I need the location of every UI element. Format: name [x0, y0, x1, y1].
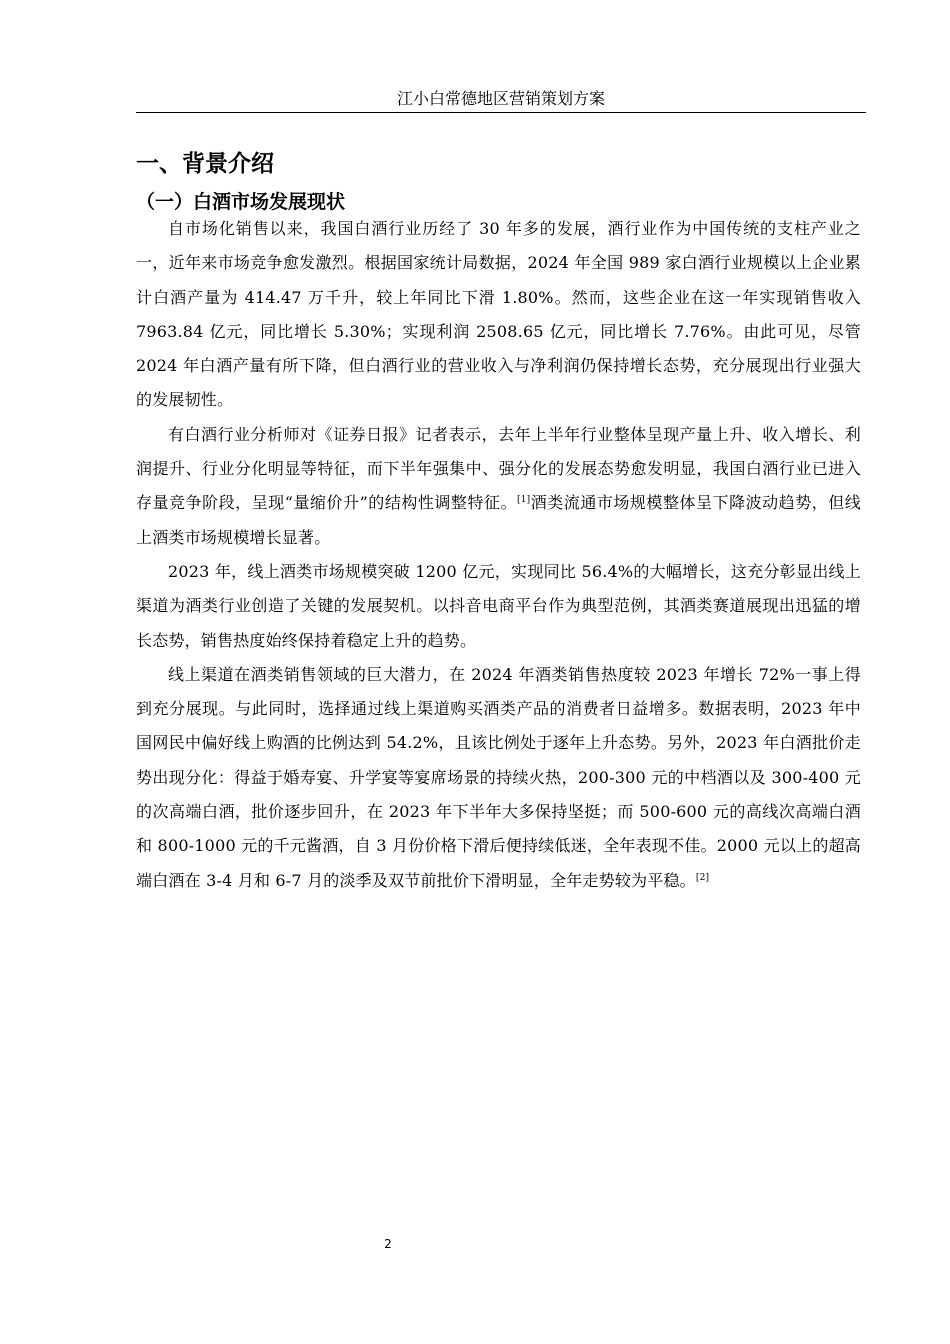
- citation-2: [2]: [695, 872, 710, 883]
- paragraph-2-text-a: 有白酒行业分析师对《证券日报》记者表示，去年上半年行业整体呈现产量上升、收入增长、利润提升、行业分化明显等特征，而下半年强集中、强分化的发展态势愈发明显，我国白酒行业已进入存量竞争阶段，呈现“量缩价升”的结构性调整特征。: [136, 424, 861, 513]
- paragraph-4: [136, 658, 861, 898]
- paragraph-2-text-b: 酒类流通市场规模整体呈下降波动趋势，但线上酒类市场规模增长显著。: [136, 493, 861, 547]
- page-header: [136, 88, 866, 113]
- page-number: 2: [384, 1237, 392, 1251]
- header-title: 江小白常德地区营销策划方案: [396, 89, 605, 108]
- section-heading: 一、背景介绍: [136, 151, 274, 177]
- body-text: [136, 212, 861, 898]
- paragraph-4-text: 线上渠道在酒类销售领域的巨大潜力，在 2024 年酒类销售热度较 2023 年增长 72%一事上得到充分展现。与此同时，选择通过线上渠道购买酒类产品的消费者日益增多。数据表明，2023 年中国网民中偏好线上购酒的比例达到 54.2%，且该比例处于逐年上升态势。另外，2023 年白酒批价走势出现分化：得益于婚寿宴、升学宴等宴席场景的持续火热，200-300 元的中档酒以及 300-400 元的次高端白酒，批价逐步回升，在 2023 年下半年大多保持坚挺；而 500-600 元的高线次高端白酒和 800-1000 元的千元酱酒，自 3 月份价格下滑后便持续低迷，全年表现不佳。2000 元以上的超高端白酒在 3-4 月和 6-7 月的淡季及双节前批价下滑明显，全年走势较为平稳。: [136, 664, 861, 890]
- paragraph-3: 2023 年，线上酒类市场规模突破 1200 亿元，实现同比 56.4%的大幅增长，这充分彰显出线上渠道为酒类行业创造了关键的发展契机。以抖音电商平台作为典型范例，其酒类赛道展现出迅猛的增长态势，销售热度始终保持着稳定上升的趋势。: [136, 561, 861, 650]
- paragraph-2: [136, 418, 861, 555]
- subsection-heading: （一）白酒市场发展现状: [136, 191, 346, 213]
- paragraph-1: 自市场化销售以来，我国白酒行业历经了 30 年多的发展，酒行业作为中国传统的支柱产业之一，近年来市场竞争愈发激烈。根据国家统计局数据，2024 年全国 989 家白酒行业规模以上企业累计白酒产量为 414.47 万千升，较上年同比下滑 1.80%。然而，这些企业在这一年实现销售收入 7963.84 亿元，同比增长 5.30%；实现利润 2508.65 亿元，同比增长 7.76%。由此可见，尽管 2024 年白酒产量有所下降，但白酒行业的营业收入与净利润仍保持增长态势，充分展现出行业强大的发展韧性。: [136, 219, 861, 410]
- citation-1: [1]: [517, 495, 531, 506]
